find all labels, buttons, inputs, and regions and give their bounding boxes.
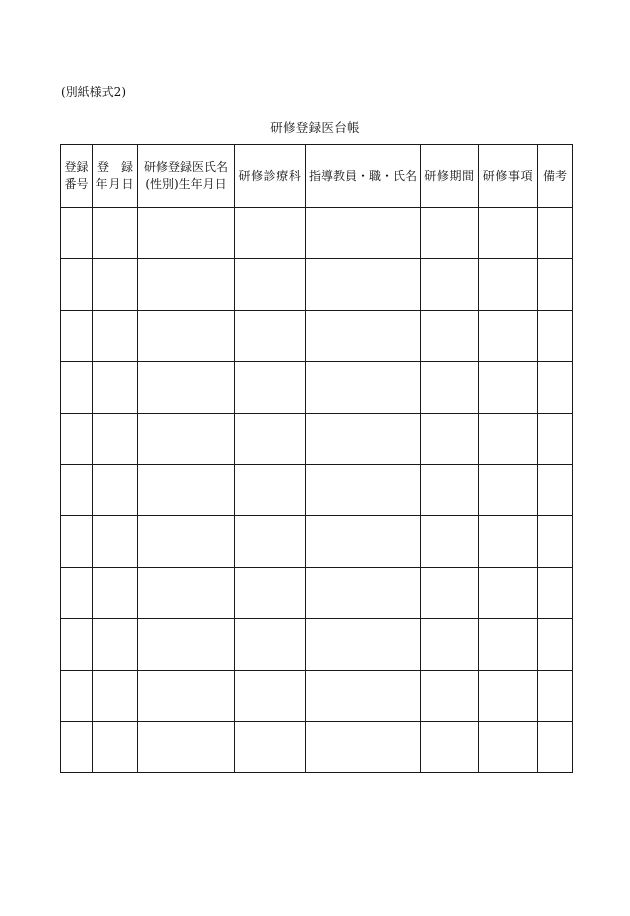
training-items-cell — [479, 567, 538, 618]
supervisor-cell — [306, 259, 421, 310]
registration-date-cell — [93, 464, 138, 515]
registration-date-cell — [93, 259, 138, 310]
supervisor-cell — [306, 413, 421, 464]
supervisor-cell — [306, 362, 421, 413]
physician-name-cell — [138, 259, 235, 310]
training-items-cell — [479, 464, 538, 515]
supervisor-cell — [306, 567, 421, 618]
training-department-cell — [235, 516, 306, 567]
registration-date-cell — [93, 208, 138, 259]
table-row — [61, 464, 573, 515]
remarks-cell — [538, 464, 573, 515]
registration-date-cell — [93, 670, 138, 721]
registration-number-cell — [61, 413, 93, 464]
table-row — [61, 208, 573, 259]
supervisor-cell — [306, 464, 421, 515]
training-items-cell — [479, 721, 538, 772]
registration-number-cell — [61, 310, 93, 361]
training-items-cell — [479, 670, 538, 721]
training-items-cell — [479, 619, 538, 670]
training-period-cell — [421, 567, 479, 618]
supervisor-cell — [306, 721, 421, 772]
training-period-cell — [421, 619, 479, 670]
physician-name-cell — [138, 721, 235, 772]
training-period-cell — [421, 413, 479, 464]
header-line: (性別)生年月日 — [145, 177, 227, 191]
supervisor-cell — [306, 670, 421, 721]
header-supervisor — [306, 145, 421, 208]
training-period-cell — [421, 721, 479, 772]
registration-ledger-table — [60, 144, 573, 773]
header-line: 登録 — [64, 160, 89, 174]
training-department-cell — [235, 362, 306, 413]
physician-name-cell — [138, 413, 235, 464]
header-physician-name-birthdate — [138, 145, 235, 208]
training-period-cell — [421, 516, 479, 567]
physician-name-cell — [138, 464, 235, 515]
training-period-cell — [421, 208, 479, 259]
training-items-cell — [479, 516, 538, 567]
header-line: 研修期間 — [424, 168, 475, 183]
supervisor-cell — [306, 516, 421, 567]
header-registration-number — [61, 145, 93, 208]
training-period-cell — [421, 259, 479, 310]
remarks-cell — [538, 362, 573, 413]
training-department-cell — [235, 259, 306, 310]
training-department-cell — [235, 413, 306, 464]
training-department-cell — [235, 670, 306, 721]
supervisor-cell — [306, 619, 421, 670]
physician-name-cell — [138, 516, 235, 567]
registration-number-cell — [61, 208, 93, 259]
registration-date-cell — [93, 413, 138, 464]
header-line: 備考 — [542, 168, 567, 183]
training-items-cell — [479, 413, 538, 464]
training-period-cell — [421, 670, 479, 721]
form-number-label: (別紙様式2) — [61, 85, 126, 99]
remarks-cell — [538, 516, 573, 567]
registration-number-cell — [61, 516, 93, 567]
header-line: 研修診療科 — [238, 168, 302, 183]
training-period-cell — [421, 362, 479, 413]
supervisor-cell — [306, 310, 421, 361]
physician-name-cell — [138, 310, 235, 361]
registration-date-cell — [93, 721, 138, 772]
header-line: 年月日 — [95, 177, 135, 191]
physician-name-cell — [138, 567, 235, 618]
header-line: 指導教員・職・氏名 — [308, 168, 417, 183]
header-training-department — [235, 145, 306, 208]
training-items-cell — [479, 208, 538, 259]
remarks-cell — [538, 721, 573, 772]
document-title: 研修登録医台帳 — [270, 120, 360, 135]
remarks-cell — [538, 619, 573, 670]
training-period-cell — [421, 310, 479, 361]
remarks-cell — [538, 259, 573, 310]
table-row — [61, 670, 573, 721]
physician-name-cell — [138, 362, 235, 413]
table-row — [61, 310, 573, 361]
registration-number-cell — [61, 567, 93, 618]
remarks-cell — [538, 567, 573, 618]
table-row — [61, 516, 573, 567]
table-body — [61, 208, 573, 773]
table-row — [61, 567, 573, 618]
table-row — [61, 259, 573, 310]
remarks-cell — [538, 310, 573, 361]
registration-number-cell — [61, 259, 93, 310]
header-registration-date — [93, 145, 138, 208]
registration-date-cell — [93, 362, 138, 413]
training-items-cell — [479, 310, 538, 361]
table-row — [61, 619, 573, 670]
registration-date-cell — [93, 567, 138, 618]
table-row — [61, 721, 573, 772]
registration-number-cell — [61, 362, 93, 413]
table-header-row — [61, 145, 573, 208]
training-department-cell — [235, 208, 306, 259]
training-items-cell — [479, 362, 538, 413]
table-row — [61, 413, 573, 464]
registration-number-cell — [61, 619, 93, 670]
header-training-period — [421, 145, 479, 208]
header-line: 研修登録医氏名 — [143, 160, 228, 174]
remarks-cell — [538, 208, 573, 259]
header-line: 番号 — [64, 177, 89, 191]
registration-date-cell — [93, 310, 138, 361]
remarks-cell — [538, 670, 573, 721]
registration-number-cell — [61, 721, 93, 772]
remarks-cell — [538, 413, 573, 464]
supervisor-cell — [306, 208, 421, 259]
training-department-cell — [235, 464, 306, 515]
registration-number-cell — [61, 670, 93, 721]
training-department-cell — [235, 310, 306, 361]
registration-date-cell — [93, 619, 138, 670]
training-period-cell — [421, 464, 479, 515]
header-line: 登 録 — [96, 160, 133, 174]
training-department-cell — [235, 721, 306, 772]
header-remarks — [538, 145, 573, 208]
training-department-cell — [235, 567, 306, 618]
registration-number-cell — [61, 464, 93, 515]
header-line: 研修事項 — [482, 168, 534, 183]
training-department-cell — [235, 619, 306, 670]
table-row — [61, 362, 573, 413]
physician-name-cell — [138, 208, 235, 259]
physician-name-cell — [138, 619, 235, 670]
physician-name-cell — [138, 670, 235, 721]
header-training-items — [479, 145, 538, 208]
registration-date-cell — [93, 516, 138, 567]
training-items-cell — [479, 259, 538, 310]
